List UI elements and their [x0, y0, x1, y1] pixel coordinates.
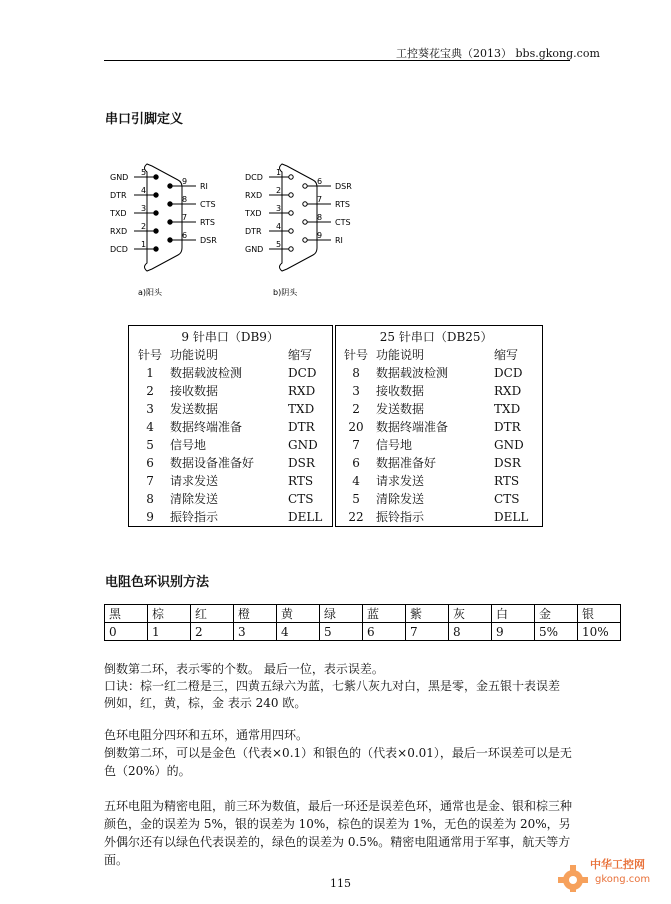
pin-label: RTS	[200, 218, 215, 227]
pin-label: GND	[110, 173, 129, 182]
pin-number: 9	[182, 177, 188, 186]
table-cell: 接收数据	[376, 384, 425, 398]
table-cell: 2	[146, 384, 154, 398]
watermark-brand: 中华工控网	[590, 858, 645, 871]
table-cell: 2	[352, 402, 360, 416]
table-cell: 数据终端准备	[376, 420, 449, 434]
table-cell: DCD	[288, 366, 317, 380]
table-cell: RTS	[494, 474, 520, 488]
paragraph: 例如，红，黄，棕，金 表示 240 欧。	[104, 696, 307, 710]
pin-number: 5	[141, 168, 147, 177]
pin-label: RTS	[335, 200, 350, 209]
color-name-cell: 棕	[148, 605, 191, 623]
table-row	[340, 400, 532, 418]
table-cell: CTS	[288, 492, 314, 506]
pin-label: DCD	[245, 173, 263, 182]
page-number: 115	[330, 877, 351, 890]
table-cell: RXD	[494, 384, 522, 398]
color-name-cell: 金	[535, 605, 578, 623]
pin-number: 4	[276, 222, 282, 231]
color-name-cell: 灰	[449, 605, 492, 623]
table-cell: 数据终端准备	[170, 420, 243, 434]
paragraph: 倒数第二环，表示零的个数。 最后一位，表示误差。	[104, 662, 384, 676]
pin-label: CTS	[335, 218, 351, 227]
paragraph: 倒数第二环，可以是金色（代表×0.1）和银色的（代表×0.01），最后一环误差可以是无色（20%）的。	[104, 746, 572, 778]
color-code-table	[104, 604, 621, 641]
color-name-cell: 蓝	[363, 605, 406, 623]
table-cell: CTS	[494, 492, 520, 506]
table-cell: 7	[352, 438, 360, 452]
pin-number: 2	[276, 186, 282, 195]
table-row	[340, 508, 532, 526]
table-cell: 5	[352, 492, 360, 506]
db25-table	[340, 328, 532, 526]
table-title-row	[134, 328, 326, 346]
table-cell: 清除发送	[170, 492, 219, 506]
color-value-cell: 5	[320, 623, 363, 641]
watermark-site: gkong.com	[595, 874, 651, 885]
table-cell: 5	[146, 438, 154, 452]
connector-diagram	[110, 160, 360, 305]
color-name-row	[105, 605, 621, 623]
table-cell: TXD	[494, 402, 521, 416]
table-row	[134, 436, 326, 454]
pin-number: 7	[182, 213, 188, 222]
table-cell: DELL	[494, 510, 529, 524]
paragraph: 色环电阻分四环和五环，通常用四环。	[104, 728, 309, 742]
pin-label: DCD	[110, 245, 128, 254]
pin-number: 6	[182, 231, 188, 240]
column-header: 缩写	[288, 348, 313, 362]
table-cell: DTR	[494, 420, 521, 434]
watermark-logo	[543, 852, 663, 896]
header-rule	[104, 60, 570, 61]
color-value-cell: 5%	[535, 623, 578, 641]
pin-number: 8	[317, 213, 323, 222]
table-row	[134, 490, 326, 508]
pin-number: 3	[141, 204, 147, 213]
pin-label: DTR	[110, 191, 127, 200]
color-value-cell: 3	[234, 623, 277, 641]
table-cell: 信号地	[376, 438, 413, 452]
table-row	[340, 490, 532, 508]
pin-label: RI	[200, 182, 208, 191]
table-cell: RTS	[288, 474, 314, 488]
table-row	[134, 508, 326, 526]
pin-label: GND	[245, 245, 264, 254]
pin-label: DSR	[335, 182, 352, 191]
paragraph: 五环电阻为精密电阻，前三环为数值，最后一环还是误差色环，通常也是金、银和棕三种颜色，金的误差为 5%，银的误差为 10%，棕色的误差为 1%，无色的误差为 20%，另外偶尔还有以绿色代表误差的，绿色的误差为 0.5%。精密电阻通常用于军事，航天等方面。	[104, 799, 573, 867]
column-header: 针号	[344, 348, 369, 362]
table-cell: 4	[146, 420, 154, 434]
color-name-cell: 白	[492, 605, 535, 623]
color-name-cell: 橙	[234, 605, 277, 623]
table-cell: 数据载波检测	[170, 366, 243, 380]
color-name-cell: 紫	[406, 605, 449, 623]
pin-number: 8	[182, 195, 188, 204]
table-cell: 数据设备准备好	[170, 456, 255, 470]
table-row	[134, 472, 326, 490]
table-cell: 4	[352, 474, 360, 488]
table-cell: 7	[146, 474, 154, 488]
column-header: 针号	[138, 348, 163, 362]
table-cell: 1	[146, 366, 154, 380]
table-row	[134, 364, 326, 382]
column-header: 缩写	[494, 348, 519, 362]
pin-number: 4	[141, 186, 147, 195]
section-title-serial: 串口引脚定义	[105, 112, 184, 127]
table-cell: 请求发送	[376, 474, 425, 488]
table-cell: 6	[146, 456, 154, 470]
table-cell: DTR	[288, 420, 315, 434]
color-value-row	[105, 623, 621, 641]
diagram_a-connector	[110, 164, 217, 297]
pin-number: 5	[276, 240, 282, 249]
table-header-row	[340, 346, 532, 364]
table-cell: 接收数据	[170, 384, 219, 398]
table-cell: 振铃指示	[376, 510, 425, 524]
pin-label: RI	[335, 236, 343, 245]
table-cell: 数据准备好	[376, 456, 437, 470]
table-row	[340, 364, 532, 382]
color-value-cell: 8	[449, 623, 492, 641]
table-row	[134, 382, 326, 400]
pin-label: RXD	[110, 227, 128, 236]
color-value-cell: 9	[492, 623, 535, 641]
diagram-caption: b)阴头	[273, 288, 298, 297]
table-row	[340, 472, 532, 490]
color-value-cell: 1	[148, 623, 191, 641]
table-cell: 3	[352, 384, 360, 398]
diagram_b-connector	[244, 164, 352, 297]
table-cell: 清除发送	[376, 492, 425, 506]
table-cell: 20	[348, 420, 364, 434]
table-title: 9 针串口（DB9）	[181, 330, 279, 344]
color-value-cell: 2	[191, 623, 234, 641]
table-title-row	[340, 328, 532, 346]
pin-label: CTS	[200, 200, 216, 209]
section-title-resistor: 电阻色环识别方法	[105, 575, 210, 590]
color-value-cell: 4	[277, 623, 320, 641]
pin-number: 1	[276, 168, 282, 177]
column-header: 功能说明	[170, 348, 219, 362]
color-name-cell: 银	[578, 605, 621, 623]
table-title: 25 针串口（DB25）	[379, 330, 493, 344]
table-cell: DCD	[494, 366, 523, 380]
table-cell: 6	[352, 456, 360, 470]
table-cell: 8	[352, 366, 360, 380]
table-cell: 请求发送	[170, 474, 219, 488]
table-header-row	[134, 346, 326, 364]
table-row	[340, 436, 532, 454]
table-row	[340, 418, 532, 436]
table-cell: RXD	[288, 384, 316, 398]
table-cell: 数据载波检测	[376, 366, 449, 380]
table-cell: GND	[494, 438, 524, 452]
pin-number: 2	[141, 222, 147, 231]
column-header: 功能说明	[376, 348, 425, 362]
color-name-cell: 黄	[277, 605, 320, 623]
paragraph: 口诀：棕一红二橙是三，四黄五绿六为蓝，七紫八灰九对白，黑是零，金五银十表误差	[104, 679, 561, 693]
pin-label: TXD	[110, 209, 127, 218]
pin-number: 3	[276, 204, 282, 213]
color-name-cell: 红	[191, 605, 234, 623]
table-row	[134, 454, 326, 472]
table-cell: TXD	[288, 402, 315, 416]
pin-label: DTR	[245, 227, 262, 236]
table-cell: 9	[146, 510, 154, 524]
pin-label: DSR	[200, 236, 217, 245]
table-row	[340, 454, 532, 472]
table-cell: 3	[146, 402, 154, 416]
table-row	[134, 418, 326, 436]
table-cell: 信号地	[170, 438, 207, 452]
db9-table	[134, 328, 326, 526]
diagram-caption: a)阳头	[138, 288, 163, 297]
pin-label: TXD	[245, 209, 262, 218]
color-value-cell: 10%	[578, 623, 621, 641]
table-row	[340, 382, 532, 400]
pin-number: 9	[317, 231, 323, 240]
table-cell: 发送数据	[170, 402, 219, 416]
table-cell: DSR	[288, 456, 315, 470]
table-cell: GND	[288, 438, 318, 452]
page-header: 工控葵花宝典（2013） bbs.gkong.com	[396, 47, 600, 60]
color-value-cell: 0	[105, 623, 148, 641]
pin-label: RXD	[245, 191, 263, 200]
pin-number: 6	[317, 177, 323, 186]
color-value-cell: 7	[406, 623, 449, 641]
color-name-cell: 绿	[320, 605, 363, 623]
table-row	[134, 400, 326, 418]
color-value-cell: 6	[363, 623, 406, 641]
table-cell: 发送数据	[376, 402, 425, 416]
table-cell: 振铃指示	[170, 510, 219, 524]
color-name-cell: 黑	[105, 605, 148, 623]
table-cell: DSR	[494, 456, 521, 470]
table-cell: 22	[348, 510, 364, 524]
pin-number: 7	[317, 195, 323, 204]
pin-number: 1	[141, 240, 147, 249]
table-cell: 8	[146, 492, 154, 506]
table-cell: DELL	[288, 510, 323, 524]
